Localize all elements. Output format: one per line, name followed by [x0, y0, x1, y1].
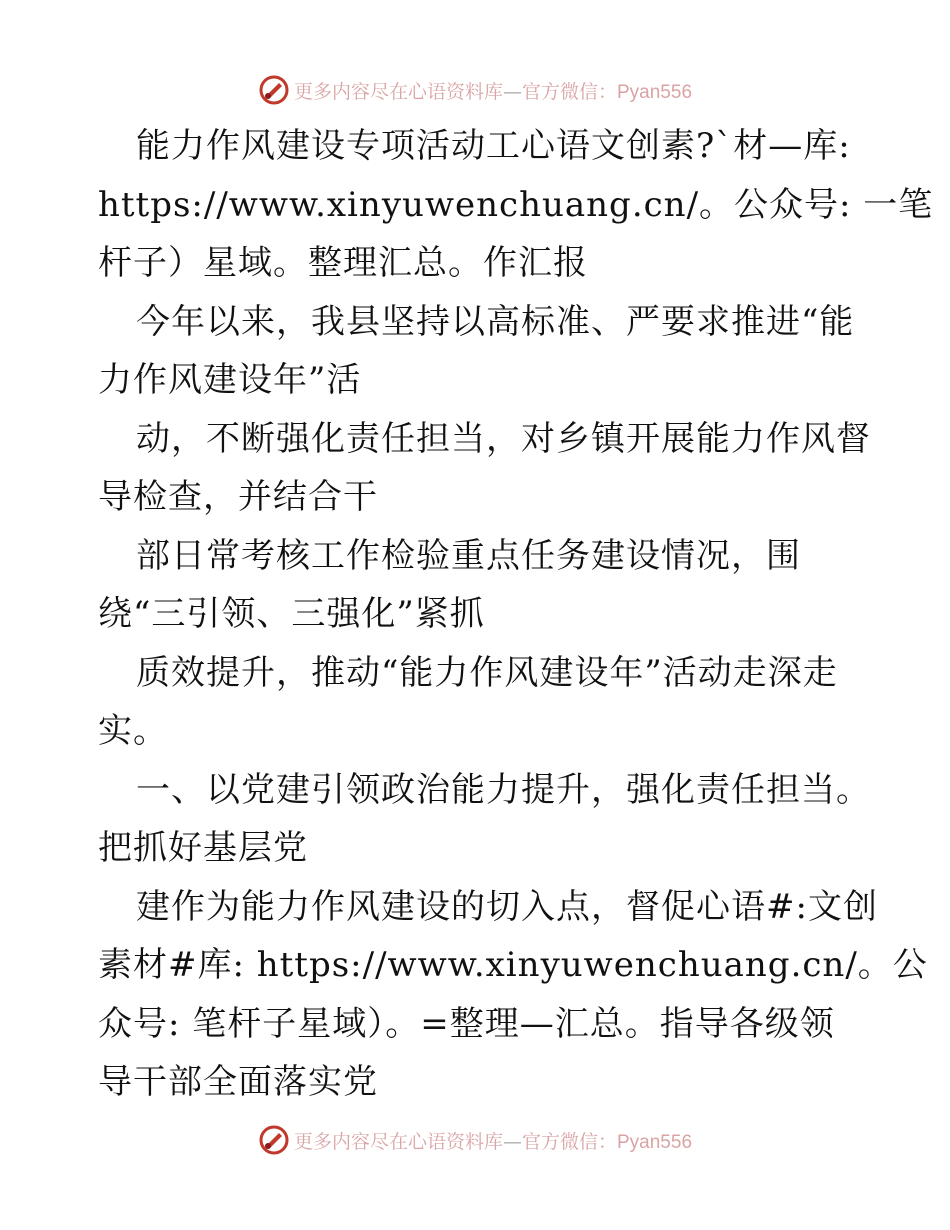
body-line: 质效提升，推动“能力作风建设年”活动走深走: [136, 652, 838, 693]
header-banner-title: 更多内容尽在心语资料库: [293, 80, 503, 103]
body-line: 能力作风建设专项活动工心语文创素?`材—库:: [136, 126, 851, 166]
body-line: 建作为能力作风建设的切入点，督促心语#:文创: [136, 886, 878, 927]
body-line: 部日常考核工作检验重点任务建设情况，围: [136, 535, 801, 576]
body-line: 实。: [98, 711, 168, 751]
header-banner: [0, 70, 950, 110]
body-line: 导干部全面落实党: [98, 1062, 378, 1102]
footer-banner-title: 更多内容尽在心语资料库: [293, 1130, 503, 1153]
footer-banner-wechat-id: Pyan556: [617, 1131, 693, 1153]
document-body: [98, 117, 934, 1112]
footer-banner: [0, 1120, 950, 1160]
body-line: 力作风建设年”活: [98, 360, 362, 400]
body-line: 众号: 笔杆子星域）。=整理—汇总。指导各级领: [98, 1003, 835, 1044]
body-line: 把抓好基层党: [98, 828, 308, 868]
body-line: https://www.xinyuwenchuang.cn/。公众号: 一笔: [98, 184, 934, 225]
footer-banner-wechat-label: 官方微信：: [521, 1130, 617, 1153]
footer-banner-text: [294, 1127, 692, 1154]
body-line: 杆子）星域。整理汇总。作汇报: [98, 243, 588, 283]
header-banner-text: [294, 77, 692, 104]
brand-logo-icon: [258, 1124, 290, 1156]
body-line: 一、以党建引领政治能力提升，强化责任担当。: [136, 769, 871, 810]
header-banner-wechat-id: Pyan556: [617, 81, 693, 103]
body-line: 绕“三引领、三强化”紧抓: [98, 594, 485, 634]
brand-logo-icon: [258, 74, 290, 106]
body-line: 今年以来，我县坚持以高标准、严要求推进“能: [136, 301, 855, 342]
footer-banner-dash: —: [502, 1130, 522, 1153]
header-banner-wechat-label: 官方微信：: [521, 80, 617, 103]
header-banner-dash: —: [502, 80, 522, 103]
body-line: 素材#库: https://www.xinyuwenchuang.cn/。公: [98, 945, 928, 985]
body-line: 导检查，并结合干: [98, 477, 378, 517]
body-line: 动，不断强化责任担当，对乡镇开展能力作风督: [136, 418, 871, 459]
